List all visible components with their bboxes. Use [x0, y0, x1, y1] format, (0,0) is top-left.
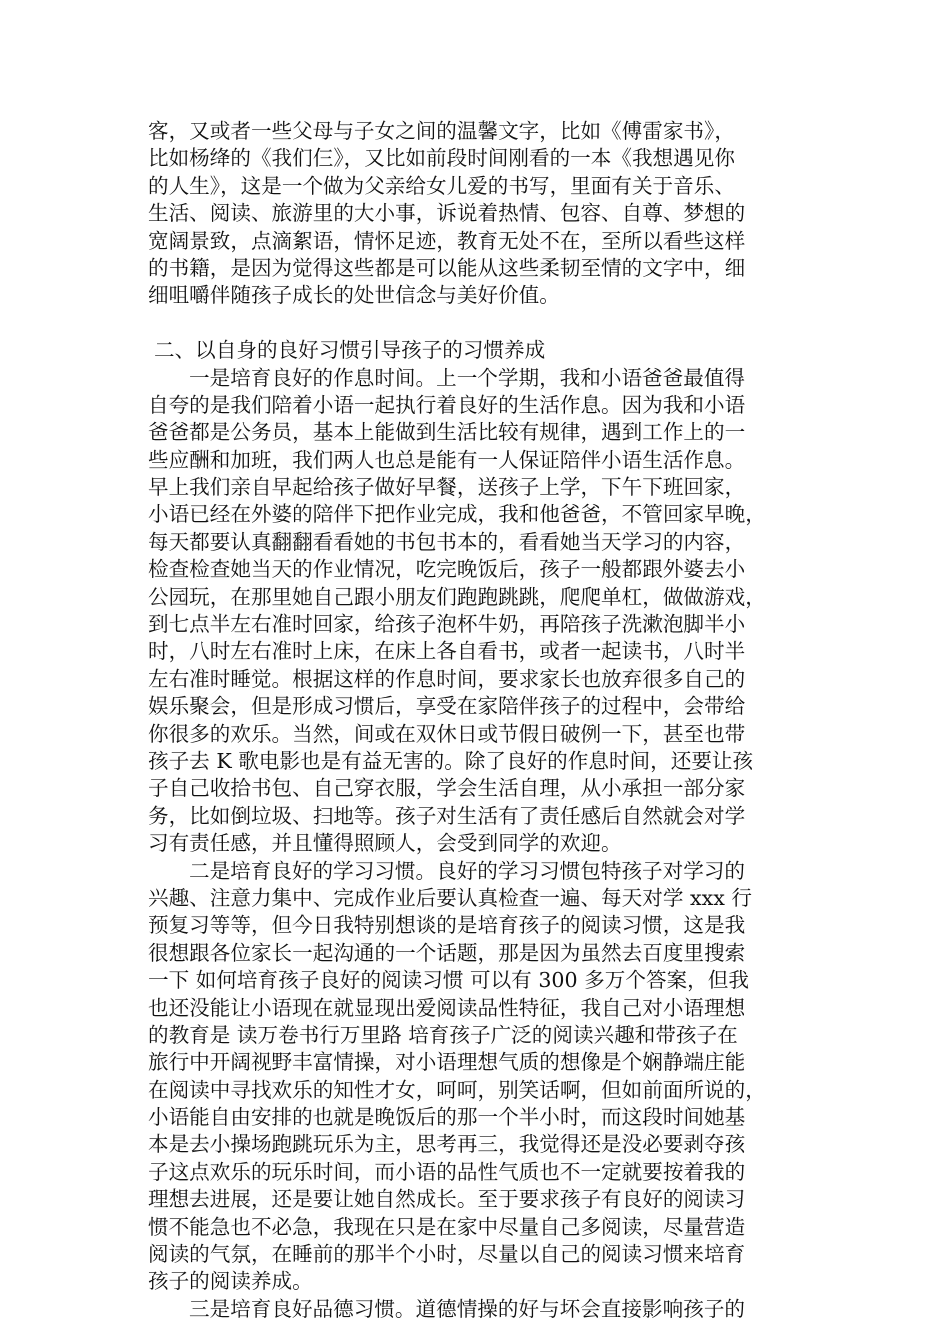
text-line: 的人生》，这是一个做为父亲给女儿爱的书写，里面有关于音乐、 [148, 173, 735, 198]
text-line: 娱乐聚会，但是形成习惯后，享受在家陪伴孩子的过程中，会带给 [148, 694, 746, 719]
text-line: 公园玩，在那里她自己跟小朋友们跑跑跳跳，爬爬单杠，做做游戏， [148, 584, 766, 609]
text-line: 些应酬和加班，我们两人也总是能有一人保证陪伴小语生活作息。 [148, 447, 746, 472]
text-line: 兴趣、注意力集中、完成作业后要认真检查一遍、每天对学 xxx 行 [148, 885, 752, 910]
text-line: 阅读的气氛，在睡前的那半个小时，尽量以自己的阅读习惯来培育 [148, 1242, 746, 1267]
text-line: 惯不能急也不必急，我现在只是在家中尽量自己多阅读，尽量营造 [148, 1214, 746, 1239]
text-line: 自夸的是我们陪着小语一起执行着良好的生活作息。因为我和小语 [148, 392, 746, 417]
text-line: 检查检查她当天的作业情况，吃完晚饭后，孩子一般都跟外婆去小 [148, 557, 746, 582]
text-line: 左右准时睡觉。根据这样的作息时间，要求家长也放弃很多自己的 [148, 666, 746, 691]
text-line: 孩子的阅读养成。 [148, 1269, 313, 1294]
text-line: 客，又或者一些父母与子女之间的温馨文字，比如《傅雷家书》， [148, 119, 735, 143]
text-line: 细咀嚼伴随孩子成长的处世信念与美好价值。 [148, 283, 560, 308]
text-line: 宽阔景致，点滴絮语，情怀足迹，教育无处不在，至所以看些这样 [148, 228, 746, 253]
text-line: 子这点欢乐的玩乐时间，而小语的品性气质也不一定就要按着我的 [148, 1159, 746, 1184]
text-line: 到七点半左右准时回家，给孩子泡杯牛奶，再陪孩子洗漱泡脚半小 [148, 612, 746, 637]
text-line: 的教育是 读万卷书行万里路 培育孩子广泛的阅读兴趣和带孩子在 [148, 1022, 738, 1047]
text-line: 习有责任感，并且懂得照顾人，会受到同学的欢迎。 [148, 831, 622, 856]
section-heading: 二、以自身的良好习惯引导孩子的习惯养成 [154, 338, 546, 363]
text-line: 一下 如何培育孩子良好的阅读习惯 可以有 300 多万个答案，但我 [148, 968, 749, 993]
paragraph-reading-books [148, 118, 816, 310]
paragraph-study-habit [148, 858, 816, 1296]
text-line: 二是培育良好的学习习惯。良好的学习习惯包特孩子对学习的 [189, 858, 746, 883]
text-line: 你很多的欢乐。当然，间或在双休日或节假日破例一下，甚至也带 [148, 721, 746, 746]
paragraph-moral-habit [148, 1296, 816, 1323]
paragraph-schedule-habit [148, 365, 816, 858]
text-line: 务，比如倒垃圾、扫地等。孩子对生活有了责任感后自然就会对学 [148, 803, 746, 828]
text-line: 小语已经在外婆的陪伴下把作业完成，我和他爸爸，不管回家早晚， [148, 502, 766, 527]
text-line: 三是培育良好品德习惯。道德情操的好与坏会直接影响孩子的 [189, 1296, 746, 1321]
text-line: 一是培育良好的作息时间。上一个学期，我和小语爸爸最值得 [189, 365, 746, 390]
text-line: 爸爸都是公务员，基本上能做到生活比较有规律，遇到工作上的一 [148, 420, 746, 445]
text-line: 孩子去 K 歌电影也是有益无害的。除了良好的作息时间，还要让孩 [148, 748, 754, 773]
document-page [148, 118, 816, 1323]
text-line: 子自己收拾书包、自己穿衣服，学会生活自理，从小承担一部分家 [148, 776, 746, 801]
text-line: 早上我们亲自早起给孩子做好早餐，送孩子上学，下午下班回家， [148, 475, 746, 500]
text-line: 的书籍，是因为觉得这些都是可以能从这些柔韧至情的文字中，细 [148, 255, 746, 280]
text-line: 生活、阅读、旅游里的大小事，诉说着热情、包容、自尊、梦想的 [148, 201, 746, 226]
text-line: 预复习等等，但今日我特别想谈的是培育孩子的阅读习惯，这是我 [148, 913, 746, 938]
paragraph-gap [148, 310, 816, 337]
text-line: 本是去小操场跑跳玩乐为主，思考再三，我觉得还是没必要剥夺孩 [148, 1132, 746, 1157]
text-line: 每天都要认真翻翻看看她的书包书本的，看看她当天学习的内容， [148, 529, 746, 554]
text-line: 旅行中开阔视野丰富情操，对小语理想气质的想像是个娴静端庄能 [148, 1050, 746, 1075]
text-line: 理想去进展，还是要让她自然成长。至于要求孩子有良好的阅读习 [148, 1187, 746, 1212]
text-line: 小语能自由安排的也就是晚饭后的那一个半小时，而这段时间她基 [148, 1105, 746, 1130]
text-line: 也还没能让小语现在就显现出爱阅读品性特征，我自己对小语理想 [148, 995, 746, 1020]
text-line: 在阅读中寻找欢乐的知性才女，呵呵，别笑话啊，但如前面所说的， [148, 1077, 766, 1102]
text-line: 很想跟各位家长一起沟通的一个话题，那是因为虽然去百度里搜索 [148, 940, 746, 965]
text-line: 比如杨绛的《我们仨》，又比如前段时间刚看的一本《我想遇见你 [148, 146, 735, 171]
text-line: 时，八时左右准时上床，在床上各自看书，或者一起读书，八时半 [148, 639, 746, 664]
